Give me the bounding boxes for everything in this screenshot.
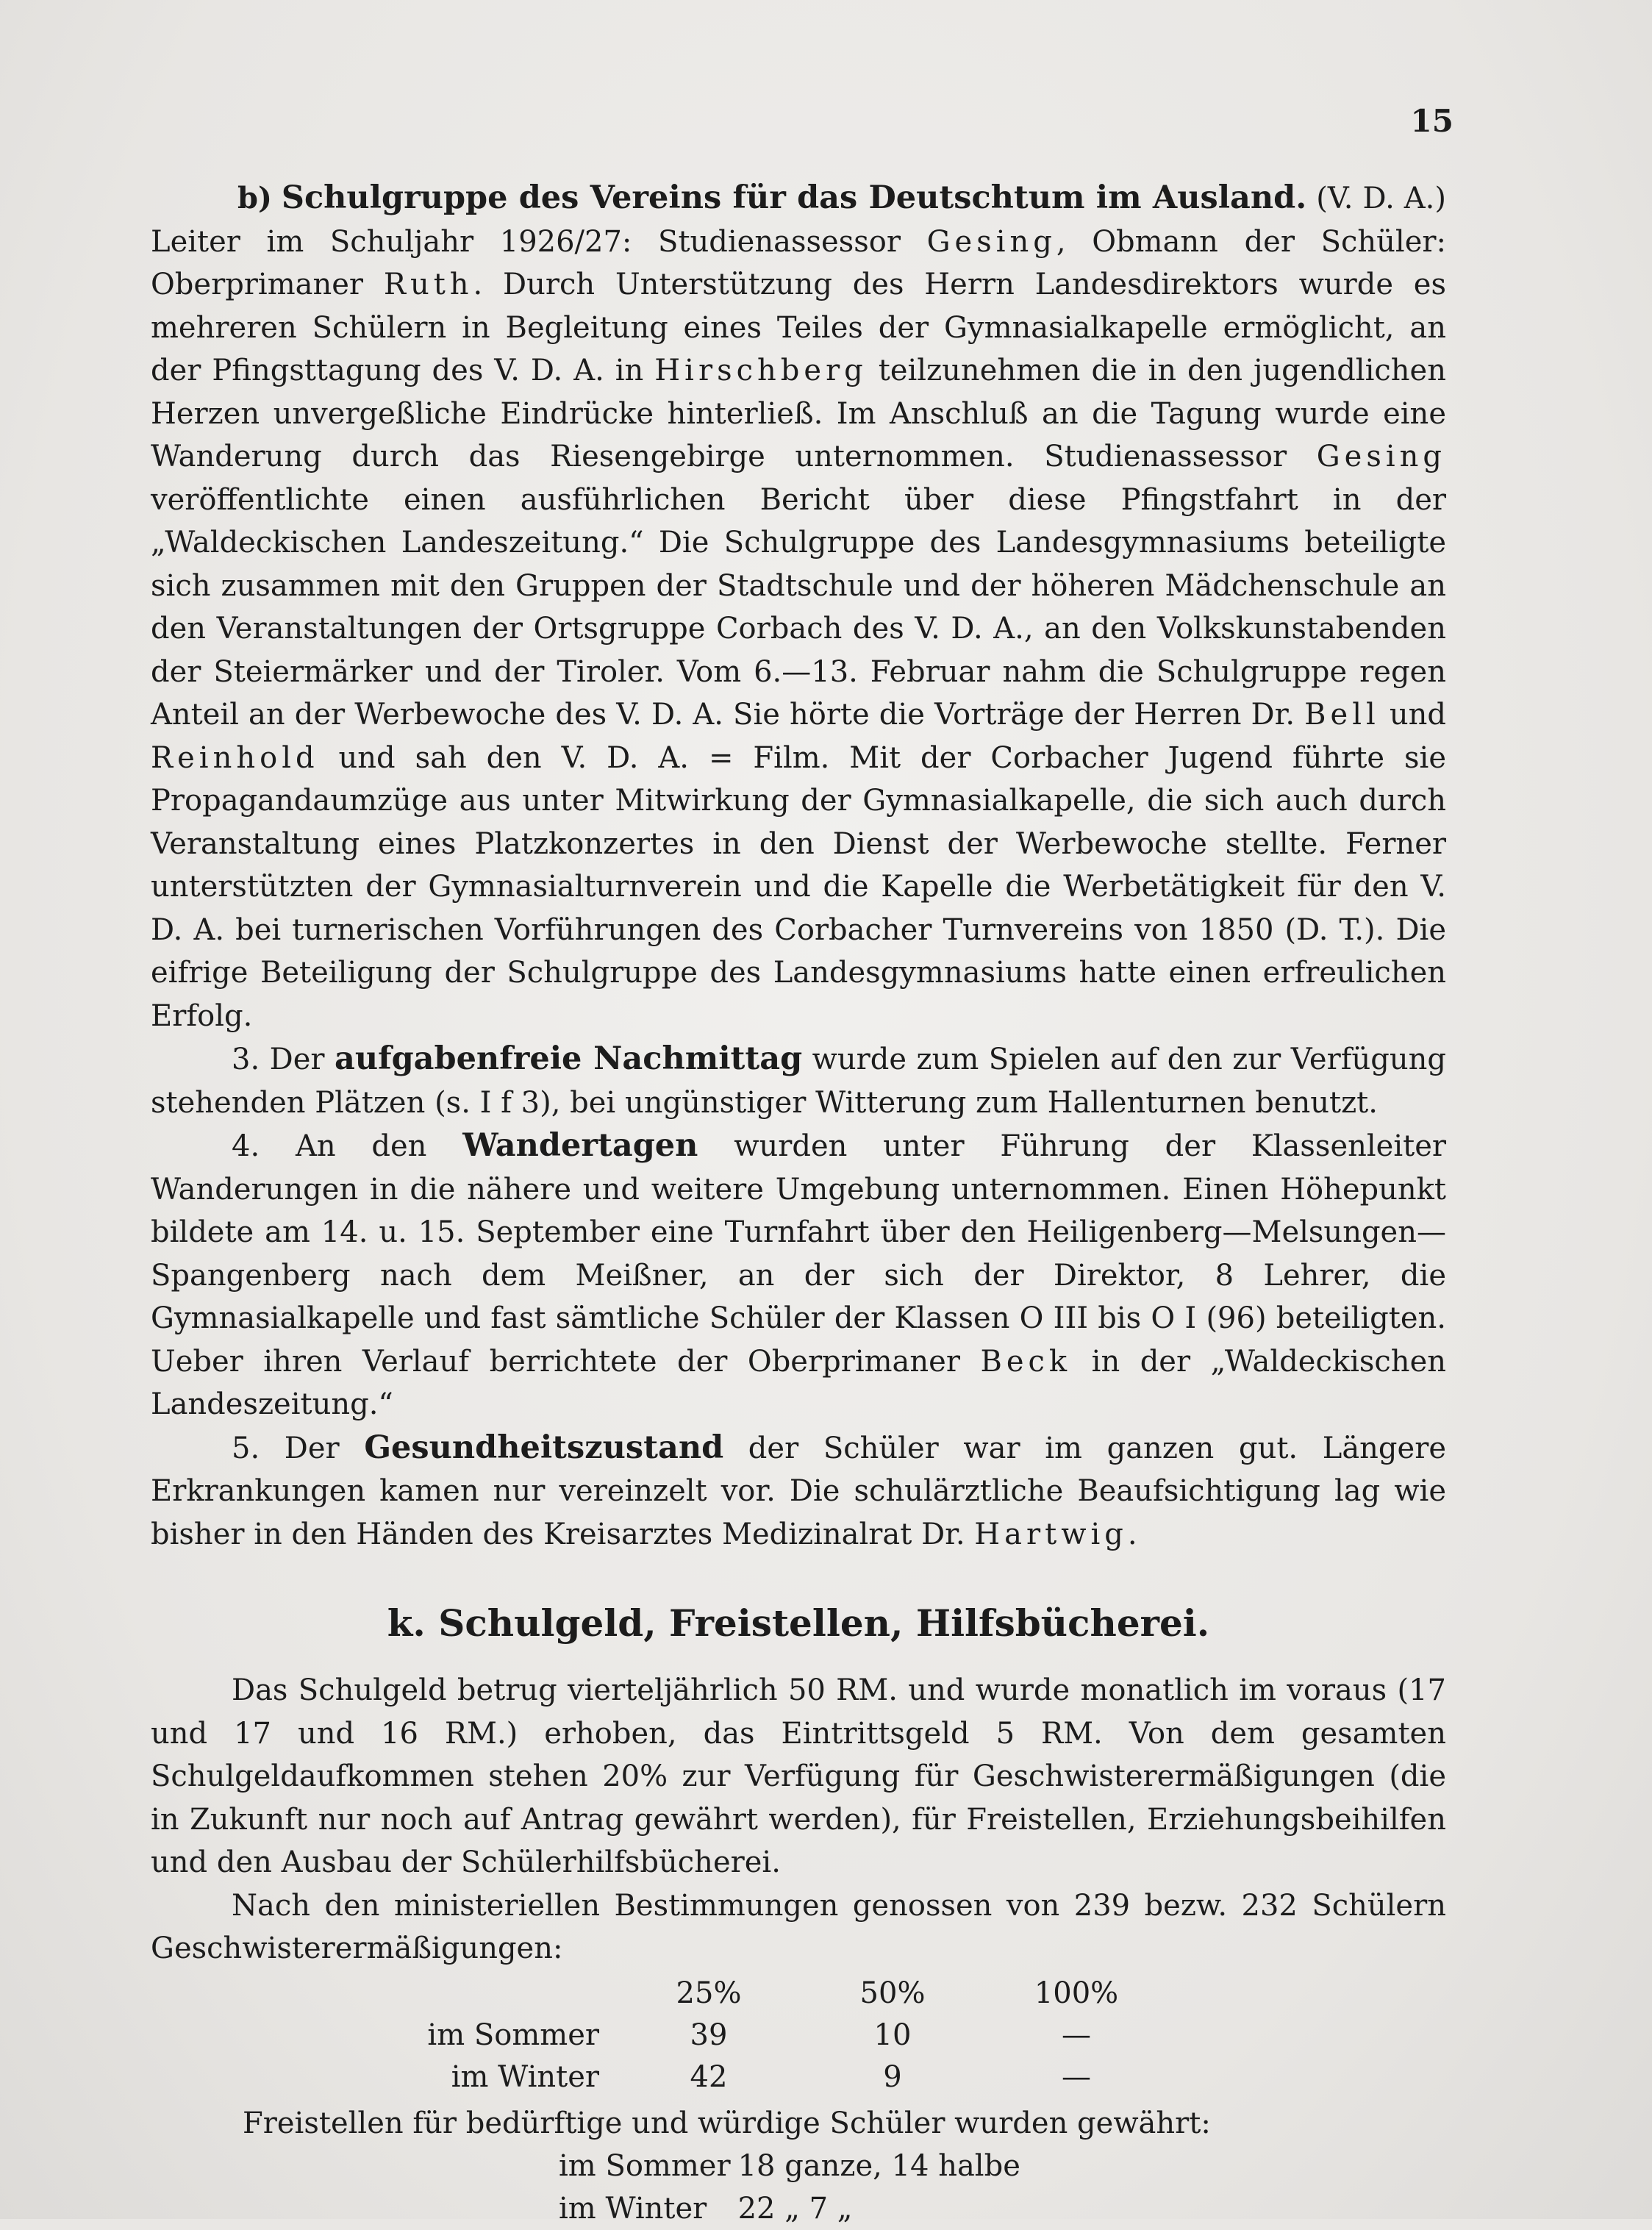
person-name: Bell (1304, 698, 1380, 732)
table-cell: — (1062, 2018, 1091, 2052)
paragraph-number: 3. Der (232, 1043, 335, 1076)
ermaessigung-table (151, 1976, 1168, 2102)
paragraph-text: (V. D. A.) Leiter im Schuljahr 1926/27: Studienassessor (151, 182, 1446, 259)
paragraph-text: , Obmann der Schüler: Oberprimaner (151, 224, 1446, 301)
table-cell: 22 „ 7 „ (737, 2192, 853, 2226)
paragraph-3 (151, 1037, 1446, 1124)
paragraph-ermaessigung: Nach den ministeriellen Bestimmungen genossen von 239 bezw. 232 Schülern Geschwisterermäßigungen: (151, 1888, 1446, 1965)
person-name: Reinhold (151, 740, 319, 775)
paragraph-schulgeld: Das Schulgeld betrug vierteljährlich 50 RM. und wurde monatlich im voraus (17 und 17 und 16 RM.) erhoben, das Eintrittsgeld 5 RM. Von dem gesamten Schulgeldaufkommen stehen 20% zur Verfügung für Geschwisterermäßigungen (die in Zukunft nur noch auf Antrag gewährt werden), für Freistellen, Erziehungsbeihilfen und den Ausbau der Schülerhilfsbücherei. (151, 1673, 1446, 1879)
table-cell: 42 (690, 2059, 728, 2094)
freistellen-table (559, 2145, 1028, 2230)
table-row (151, 2060, 1168, 2102)
paragraph-text: . (1127, 1517, 1137, 1551)
person-name: Gesing (926, 224, 1056, 259)
paragraph-b (151, 176, 1446, 1037)
paragraph-text: . Durch Unterstützung des Herrn Landesdirektors wurde es mehreren Schülern in Begleitung eines Teiles der Gymnasialkapelle ermöglicht, an der Pfingsttagung des V. D. A. in (151, 268, 1446, 387)
section-heading-vda: Schulgruppe des Vereins für das Deutschtum im Ausland. (281, 179, 1307, 216)
paragraph-text: der Schüler war im ganzen gut. Längere Erkrankungen kamen nur vereinzelt vor. Die schulärztliche Beaufsichtigung lag wie bisher in den Händen des Kreisarztes Medizinalrat Dr. (151, 1431, 1446, 1551)
section-heading-wandertage: Wandertagen (462, 1127, 698, 1164)
place-name: Hirschberg (654, 354, 868, 387)
row-label: im Winter (451, 2059, 599, 2094)
paragraph-number: 4. An den (232, 1129, 463, 1163)
paragraph-text: wurde zum Spielen auf den zur Verfügung stehenden Plätzen (s. I f 3), bei ungünstiger Witterung zum Hallenturnen benutzt. (151, 1043, 1446, 1120)
paragraph-label: b) (237, 181, 272, 215)
paragraph-text: wurden unter Führung der Klassenleiter Wanderungen in die nähere und weitere Umgebung unternommen. Einen Höhepunkt bildete am 14. u. 15. September eine Turnfahrt über den Heiligenberg—Melsungen—Spangenberg nach dem Meißner, an der sich der Direktor, 8 Lehrer, die Gymnasialkapelle und fast sämtliche Schüler der Klassen O III bis O I (96) beteiligten. Ueber ihren Verlauf berrichtete der Oberprimaner (151, 1129, 1447, 1379)
paragraph-text: und sah den V. D. A. = Film. Mit der Corbacher Jugend führte sie Propagandaumzüge aus unter Mitwirkung der Gymnasialkapelle, die sich auch durch Veranstaltung eines Platzkonzertes in den Dienst der Werbewoche stellte. Ferner unterstützten der Gymnasialturnverein und die Kapelle die Werbetätigkeit für den V. D. A. bei turnerischen Vorführungen des Corbacher Turnvereins von 1850 (D. T.). Die eifrige Beteiligung der Schulgruppe des Landesgymnasiums hatte einen erfreulichen Erfolg. (151, 740, 1446, 1033)
paragraph-text: in der „Waldeckischen Landeszeitung.“ (151, 1344, 1446, 1421)
table-cell: 39 (690, 2018, 728, 2052)
page-content (151, 176, 1446, 2230)
table-header-row (151, 1976, 1168, 2018)
table-cell: 9 (883, 2059, 902, 2094)
person-name: Hartwig (974, 1517, 1128, 1551)
row-label: im Winter (559, 2192, 707, 2226)
row-label: im Sommer (559, 2149, 731, 2183)
person-name: Ruth (383, 268, 473, 301)
paragraph-number: 5. Der (232, 1431, 365, 1465)
row-label: im Sommer (427, 2018, 599, 2052)
table-header: 100% (1034, 1976, 1119, 2010)
person-name: Gesing (1316, 440, 1446, 473)
paragraph-text: veröffentlichte einen ausführlichen Bericht über diese Pfingstfahrt in der „Waldeckischen Landeszeitung.“ Die Schulgruppe des Landesgymnasiums beteiligte sich zusammen mit den Gruppen der Stadtschule und der höheren Mädchenschule an den Veranstaltungen der Ortsgruppe Corbach des V. D. A., an den Volkskunstabenden der Steiermärker und der Tiroler. Vom 6.—13. Februar nahm die Schulgruppe regen Anteil an der Werbewoche des V. D. A. Sie hörte die Vorträge der Herren Dr. (151, 482, 1446, 732)
section-heading-nachmittag: aufgabenfreie Nachmittag (334, 1040, 803, 1077)
table-header: 25% (676, 1976, 742, 2010)
paragraph-4 (151, 1124, 1446, 1426)
paragraph-text: und (1379, 698, 1447, 732)
table-cell: 18 ganze, 14 halbe (737, 2149, 1020, 2183)
paragraph-text: teilzunehmen die in den jugendlichen Herzen unvergeßliche Eindrücke hinterließ. Im Anschluß an die Tagung wurde eine Wanderung durch das Riesengebirge unternommen. Studienassessor (151, 354, 1446, 473)
table-cell: — (1062, 2059, 1091, 2094)
table-row (151, 2018, 1168, 2060)
section-heading-gesundheit: Gesundheitszustand (364, 1429, 724, 1466)
person-name: Beck (980, 1344, 1072, 1379)
freistellen-intro: Freistellen für bedürftige und würdige Schüler wurden gewährt: (243, 2106, 1211, 2140)
table-row (559, 2145, 1028, 2187)
paragraph-5 (151, 1426, 1446, 1557)
table-header: 50% (859, 1976, 926, 2010)
page-number: 15 (1410, 103, 1453, 139)
table-row (559, 2187, 1028, 2230)
section-heading-schulgeld: k. Schulgeld, Freistellen, Hilfsbücherei. (387, 1601, 1210, 1645)
table-cell: 10 (873, 2018, 912, 2052)
